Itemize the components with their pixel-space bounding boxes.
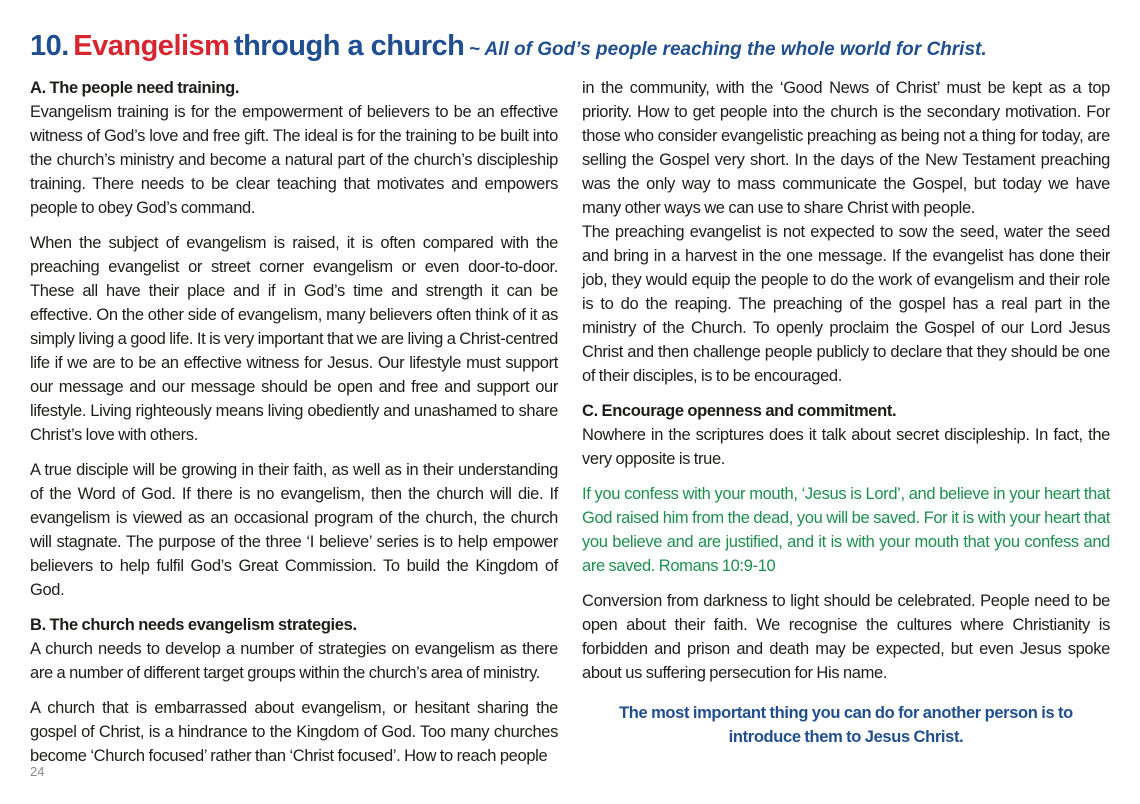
section-a-paragraph-1: Evangelism training is for the empowerment of believers to be an effective witness of God’s love and free gift. The ideal is for the training to be built into the church’s ministry and become a natural part of the church’s discipleship training. There needs to be clear teaching that motivates and empowers people to obey God’s command. — [30, 103, 558, 217]
section-b-paragraph-1: A church needs to develop a number of strategies on evangelism as there are a number of different target groups within the church’s area of ministry. — [30, 640, 558, 682]
title-tagline: ~ All of God’s people reaching the whole world for Christ. — [468, 39, 987, 60]
callout-text: The most important thing you can do for another person is to introduce them to Jesus Christ. — [619, 704, 1073, 746]
section-b-paragraph-2-continued: in the community, with the ‘Good News of Christ’ must be kept as a top priority. How to get people into the church is the secondary motivation. For those who consider evangelistic preaching as being not a thing for today, are selling the Gospel very short. In the days of the New Testament preaching was the only way to mass communicate the Gospel, but today we have many other ways we can use to share Christ with people. — [582, 79, 1110, 217]
section-c-paragraph-2: Conversion from darkness to light should be celebrated. People need to be open about their faith. We recognise the cultures where Christianity is forbidden and prison and death may be expected, but even Jesus spoke about us suffering persecution for His name. — [582, 592, 1110, 682]
section-c-paragraph-1: Nowhere in the scriptures does it talk about secret discipleship. In fact, the very opposite is true. — [582, 426, 1110, 468]
title-number: 10. — [30, 30, 69, 62]
right-column — [582, 76, 1110, 749]
section-a-heading: A. The people need training. — [30, 79, 240, 97]
scripture-quote: If you confess with your mouth, ‘Jesus is Lord’, and believe in your heart that God raised him from the dead, you will be saved. For it is with your heart that you believe and are justified, and it is with your mouth that you confess and are saved. Romans 10:9-10 — [582, 485, 1110, 575]
section-b-paragraph-3: The preaching evangelist is not expected to sow the seed, water the seed and bring in a harvest in the one message. If the evangelist has done their job, they would equip the people to do the work of evangelism and their role is to do the reaping. The preaching of the gospel has a real part in the ministry of the Church. To openly proclaim the Gospel of our Lord Jesus Christ and then challenge people publicly to declare that they should be one of their disciples, is to be encouraged. — [582, 223, 1110, 385]
page-number: 24 — [30, 764, 45, 779]
left-column — [30, 76, 558, 768]
title-highlight: Evangelism — [73, 30, 230, 62]
section-a-paragraph-3: A true disciple will be growing in their faith, as well as in their understanding of the Word of God. If there is no evangelism, then the church will die. If evangelism is viewed as an occasional program of the church, the church will stagnate. The purpose of the three ‘I believe’ series is to help empower believers to help fulfil God’s Great Commission. To build the Kingdom of God. — [30, 461, 558, 599]
section-c-heading: C. Encourage openness and commitment. — [582, 402, 897, 420]
page-title — [30, 26, 1120, 71]
section-a-paragraph-2: When the subject of evangelism is raised, it is often compared with the preaching evangelist or street corner evangelism or even door-to-door. These all have their place and if in God’s time and strength it can be effective. On the other side of evangelism, many believers often think of it as simply living a good life. It is very important that we are living a Christ-centred life if we are to be an effective witness for Jesus. Our lifestyle must support our message and our message should be open and free and support our lifestyle. Living righteously means living obediently and unashamed to share Christ’s love with others. — [30, 234, 558, 444]
section-b-heading: B. The church needs evangelism strategies. — [30, 616, 357, 634]
title-rest: through a church — [233, 30, 465, 62]
section-b-paragraph-2: A church that is embarrassed about evangelism, or hesitant sharing the gospel of Christ, is a hindrance to the Kingdom of God. Too many churches become ‘Church focused’ rather than ‘Christ focused’. How to reach people — [30, 699, 558, 765]
